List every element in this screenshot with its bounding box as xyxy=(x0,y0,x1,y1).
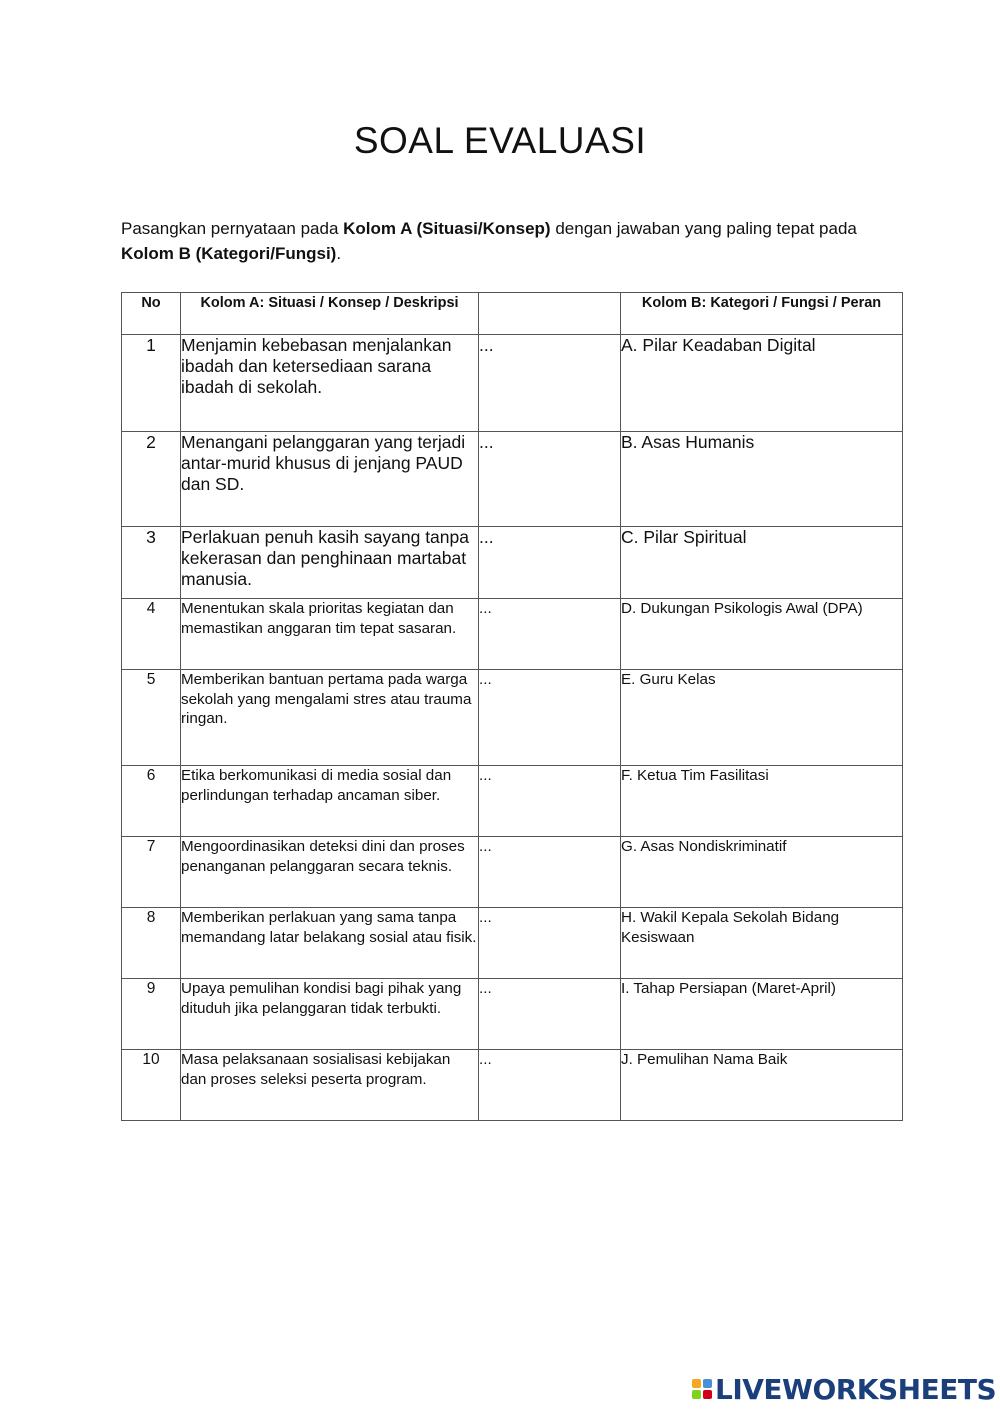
page-title: SOAL EVALUASI xyxy=(353,120,647,161)
table-row xyxy=(122,979,903,1050)
answer-blank[interactable]: ... xyxy=(479,1050,621,1121)
logo-squares-icon xyxy=(692,1379,712,1399)
answer-blank[interactable]: ... xyxy=(479,432,621,527)
row-description: Perlakuan penuh kasih sayang tanpa kekerasan dan penghinaan martabat manusia. xyxy=(181,527,479,599)
logo-square xyxy=(703,1390,712,1399)
row-description: Upaya pemulihan kondisi bagi pihak yang dituduh jika pelanggaran tidak terbukti. xyxy=(181,979,479,1050)
row-number: 10 xyxy=(122,1050,181,1121)
row-description: Mengoordinasikan deteksi dini dan proses penanganan pelanggaran secara teknis. xyxy=(181,837,479,908)
row-description: Etika berkomunikasi di media sosial dan perlindungan terhadap ancaman siber. xyxy=(181,766,479,837)
row-number: 9 xyxy=(122,979,181,1050)
instructions-bold-col-b: Kolom B (Kategori/Fungsi) xyxy=(121,244,337,263)
instructions-bold-col-a: Kolom A (Situasi/Konsep) xyxy=(343,219,551,238)
answer-blank[interactable]: ... xyxy=(479,527,621,599)
instructions-text-3: . xyxy=(336,244,342,263)
row-number: 8 xyxy=(122,908,181,979)
row-number: 2 xyxy=(122,432,181,527)
table-row xyxy=(122,837,903,908)
table-row xyxy=(122,599,903,670)
option-text: E. Guru Kelas xyxy=(621,670,903,766)
header-column-b: Kolom B: Kategori / Fungsi / Peran xyxy=(621,293,903,335)
table-row xyxy=(122,670,903,766)
option-text: B. Asas Humanis xyxy=(621,432,903,527)
answer-blank[interactable]: ... xyxy=(479,979,621,1050)
row-number: 3 xyxy=(122,527,181,599)
table-row xyxy=(122,908,903,979)
matching-table xyxy=(121,292,903,1121)
row-description: Menjamin kebebasan menjalankan ibadah dan ketersediaan sarana ibadah di sekolah. xyxy=(181,335,479,432)
table-row xyxy=(122,335,903,432)
option-text: H. Wakil Kepala Sekolah Bidang Kesiswaan xyxy=(621,908,903,979)
instructions-text-1: Pasangkan pernyataan pada xyxy=(121,219,344,238)
row-description: Masa pelaksanaan sosialisasi kebijakan dan proses seleksi peserta program. xyxy=(181,1050,479,1121)
option-text: C. Pilar Spiritual xyxy=(621,527,903,599)
row-number: 6 xyxy=(122,766,181,837)
answer-blank[interactable]: ... xyxy=(479,599,621,670)
row-description: Menentukan skala prioritas kegiatan dan memastikan anggaran tim tepat sasaran. xyxy=(181,599,479,670)
logo-square xyxy=(692,1379,701,1388)
logo-text: LIVEWORKSHEETS xyxy=(715,1372,997,1406)
row-description: Menangani pelanggaran yang terjadi antar-murid khusus di jenjang PAUD dan SD. xyxy=(181,432,479,527)
row-number: 4 xyxy=(122,599,181,670)
option-text: D. Dukungan Psikologis Awal (DPA) xyxy=(621,599,903,670)
header-answer-blank xyxy=(479,293,621,335)
instructions xyxy=(121,216,901,266)
option-text: G. Asas Nondiskriminatif xyxy=(621,837,903,908)
answer-blank[interactable]: ... xyxy=(479,908,621,979)
table-row xyxy=(122,432,903,527)
row-number: 1 xyxy=(122,335,181,432)
logo-square xyxy=(703,1379,712,1388)
option-text: I. Tahap Persiapan (Maret-April) xyxy=(621,979,903,1050)
liveworksheets-logo xyxy=(692,1373,996,1405)
table-row xyxy=(122,766,903,837)
option-text: A. Pilar Keadaban Digital xyxy=(621,335,903,432)
instructions-text-2: dengan jawaban yang paling tepat pada xyxy=(550,219,857,238)
header-no: No xyxy=(122,293,181,335)
answer-blank[interactable]: ... xyxy=(479,837,621,908)
answer-blank[interactable]: ... xyxy=(479,670,621,766)
answer-blank[interactable]: ... xyxy=(479,335,621,432)
table-row xyxy=(122,527,903,599)
table-row xyxy=(122,1050,903,1121)
row-description: Memberikan bantuan pertama pada warga sekolah yang mengalami stres atau trauma ringan. xyxy=(181,670,479,766)
row-number: 7 xyxy=(122,837,181,908)
row-number: 5 xyxy=(122,670,181,766)
option-text: F. Ketua Tim Fasilitasi xyxy=(621,766,903,837)
logo-square xyxy=(692,1390,701,1399)
answer-blank[interactable]: ... xyxy=(479,766,621,837)
row-description: Memberikan perlakuan yang sama tanpa memandang latar belakang sosial atau fisik. xyxy=(181,908,479,979)
table-header-row xyxy=(122,293,903,335)
option-text: J. Pemulihan Nama Baik xyxy=(621,1050,903,1121)
header-column-a: Kolom A: Situasi / Konsep / Deskripsi xyxy=(181,293,479,335)
